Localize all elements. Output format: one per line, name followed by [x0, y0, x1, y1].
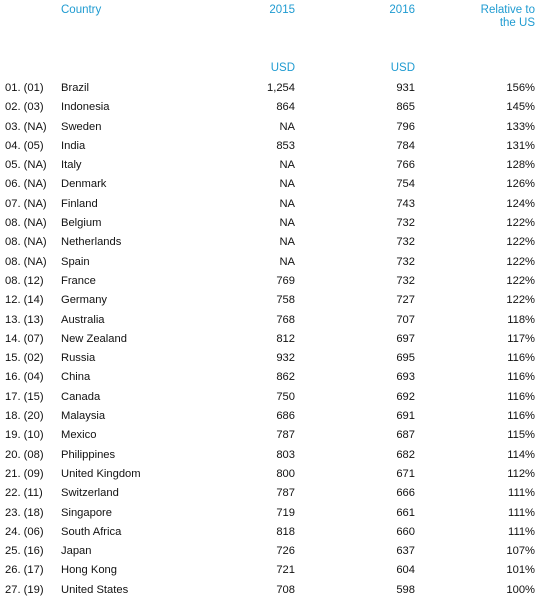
- rank-cell: 03. (NA): [5, 120, 47, 133]
- country-cell: Malaysia: [61, 410, 106, 423]
- value-2016-cell: 637: [396, 545, 415, 558]
- value-2015-cell: 750: [276, 390, 295, 403]
- country-cell: Russia: [61, 352, 96, 365]
- table-row: [0, 504, 550, 523]
- value-2016-cell: 754: [396, 178, 415, 191]
- header-2015: 2015: [269, 4, 295, 16]
- value-2016-cell: 732: [396, 255, 415, 268]
- value-2016-cell: 682: [396, 448, 415, 461]
- value-2016-cell: 931: [396, 82, 415, 94]
- country-cell: China: [61, 371, 91, 384]
- value-2016-cell: 692: [396, 390, 415, 403]
- header-relative-line2: the US: [499, 17, 535, 29]
- header-country: Country: [61, 4, 102, 16]
- country-cell: India: [61, 139, 86, 152]
- table-row: [0, 291, 550, 310]
- table-row: [0, 195, 550, 214]
- header-relative-line1: Relative to: [480, 4, 535, 16]
- value-2015-cell: NA: [279, 255, 295, 268]
- value-2015-cell: 853: [276, 139, 295, 152]
- value-2015-cell: 787: [276, 487, 295, 500]
- table-row: [0, 253, 550, 272]
- table-row: [0, 137, 550, 156]
- rank-cell: 24. (06): [5, 525, 44, 538]
- table-row: [0, 561, 550, 580]
- table-row: [0, 484, 550, 503]
- relative-cell: 116%: [507, 352, 535, 365]
- relative-cell: 115%: [507, 429, 535, 442]
- relative-cell: 124%: [506, 197, 535, 210]
- rank-cell: 23. (18): [5, 506, 44, 519]
- rank-cell: 21. (09): [5, 467, 44, 480]
- relative-cell: 145%: [506, 101, 535, 114]
- rank-cell: 20. (08): [5, 448, 44, 461]
- value-2015-cell: 864: [276, 101, 295, 114]
- value-2015-cell: 803: [276, 448, 295, 461]
- country-cell: Hong Kong: [61, 564, 117, 577]
- value-2015-cell: NA: [279, 236, 295, 249]
- country-cell: Italy: [61, 159, 82, 172]
- value-2016-cell: 766: [396, 159, 415, 172]
- relative-cell: 114%: [507, 448, 535, 461]
- rank-cell: 16. (04): [5, 371, 44, 384]
- relative-cell: 156%: [506, 82, 535, 94]
- country-cell: Finland: [61, 197, 98, 210]
- country-cell: Belgium: [61, 217, 102, 230]
- table-row: [0, 426, 550, 445]
- rank-cell: 25. (16): [5, 545, 44, 558]
- relative-cell: 133%: [506, 120, 535, 133]
- value-2015-cell: 721: [276, 564, 295, 577]
- value-2016-cell: 697: [396, 332, 415, 345]
- value-2015-cell: NA: [279, 159, 295, 172]
- value-2015-cell: 686: [276, 410, 295, 423]
- rank-cell: 17. (15): [5, 390, 44, 403]
- header-relative-to-us: [445, 4, 535, 30]
- relative-cell: 101%: [506, 564, 535, 577]
- relative-cell: 107%: [506, 545, 535, 558]
- rank-cell: 08. (NA): [5, 217, 47, 230]
- country-cell: Denmark: [61, 178, 107, 191]
- country-cell: Sweden: [61, 120, 102, 133]
- country-cell: United States: [61, 583, 129, 596]
- value-2015-cell: NA: [279, 178, 295, 191]
- relative-cell: 126%: [506, 178, 535, 191]
- table-row: [0, 311, 550, 330]
- table-row: [0, 214, 550, 233]
- value-2016-cell: 661: [396, 506, 415, 519]
- table-row: [0, 79, 550, 98]
- rank-cell: 19. (10): [5, 429, 44, 442]
- country-cell: Netherlands: [61, 236, 122, 249]
- value-2016-cell: 604: [396, 564, 415, 577]
- country-cell: Japan: [61, 545, 92, 558]
- value-2016-cell: 598: [396, 583, 415, 596]
- country-cell: Mexico: [61, 429, 97, 442]
- value-2015-cell: 932: [276, 352, 295, 365]
- table-row: [0, 581, 550, 600]
- value-2015-cell: 812: [276, 332, 295, 345]
- relative-cell: 122%: [506, 217, 535, 230]
- relative-cell: 117%: [507, 332, 535, 345]
- relative-cell: 116%: [507, 390, 535, 403]
- table-row: [0, 388, 550, 407]
- value-2015-cell: 726: [276, 545, 295, 558]
- rank-cell: 04. (05): [5, 139, 44, 152]
- table-row: [0, 118, 550, 137]
- value-2016-cell: 671: [396, 467, 415, 480]
- table-row: [0, 542, 550, 561]
- relative-cell: 128%: [506, 159, 535, 172]
- value-2015-cell: NA: [279, 120, 295, 133]
- rank-cell: 27. (19): [5, 583, 44, 596]
- relative-cell: 122%: [506, 255, 535, 268]
- value-2016-cell: 691: [396, 410, 415, 423]
- header-2016: 2016: [389, 4, 415, 16]
- rank-cell: 13. (13): [5, 313, 44, 326]
- relative-cell: 116%: [507, 410, 535, 423]
- country-cell: France: [61, 274, 96, 287]
- country-cell: Philippines: [61, 448, 116, 461]
- rank-cell: 08. (12): [5, 274, 44, 287]
- rank-cell: 22. (11): [5, 487, 43, 500]
- country-cell: Germany: [61, 294, 108, 307]
- table-row: [0, 233, 550, 252]
- value-2015-cell: NA: [279, 197, 295, 210]
- value-2016-cell: 693: [396, 371, 415, 384]
- value-2016-cell: 687: [396, 429, 415, 442]
- value-2016-cell: 695: [396, 352, 415, 365]
- rank-cell: 12. (14): [5, 294, 44, 307]
- table-row: [0, 368, 550, 387]
- table-row: [0, 98, 550, 117]
- value-2016-cell: 732: [396, 236, 415, 249]
- table-row: [0, 523, 550, 542]
- country-cell: South Africa: [61, 525, 122, 538]
- value-2016-cell: 707: [396, 313, 415, 326]
- value-2015-cell: 787: [276, 429, 295, 442]
- rank-cell: 26. (17): [5, 564, 44, 577]
- country-cell: Switzerland: [61, 487, 119, 500]
- country-cell: Australia: [61, 313, 105, 326]
- relative-cell: 122%: [506, 274, 535, 287]
- relative-cell: 111%: [508, 506, 535, 519]
- relative-cell: 122%: [506, 236, 535, 249]
- value-2016-cell: 732: [396, 274, 415, 287]
- rank-cell: 18. (20): [5, 410, 44, 423]
- value-2015-cell: NA: [279, 217, 295, 230]
- country-cell: United Kingdom: [61, 467, 141, 480]
- relative-cell: 118%: [507, 313, 535, 326]
- country-cell: Spain: [61, 255, 90, 268]
- rank-cell: 02. (03): [5, 101, 44, 114]
- relative-cell: 111%: [508, 487, 535, 500]
- unit-2016: USD: [390, 62, 415, 74]
- table-row: [0, 175, 550, 194]
- value-2015-cell: 862: [276, 371, 295, 384]
- value-2015-cell: 1,254: [267, 82, 295, 94]
- value-2015-cell: 708: [276, 583, 295, 596]
- value-2015-cell: 758: [276, 294, 295, 307]
- table-row: [0, 407, 550, 426]
- country-cell: Canada: [61, 390, 101, 403]
- value-2016-cell: 784: [396, 139, 415, 152]
- value-2016-cell: 660: [396, 525, 415, 538]
- country-cell: Singapore: [61, 506, 113, 519]
- ranking-table: [0, 79, 550, 600]
- unit-2015: USD: [270, 62, 295, 74]
- country-cell: Brazil: [61, 82, 89, 94]
- relative-cell: 100%: [506, 583, 535, 596]
- value-2015-cell: 818: [276, 525, 295, 538]
- table-row: [0, 349, 550, 368]
- value-2016-cell: 666: [396, 487, 415, 500]
- rank-cell: 08. (NA): [5, 255, 47, 268]
- value-2015-cell: 768: [276, 313, 295, 326]
- country-cell: New Zealand: [61, 332, 127, 345]
- value-2015-cell: 800: [276, 467, 295, 480]
- relative-cell: 111%: [508, 525, 535, 538]
- value-2015-cell: 719: [276, 506, 295, 519]
- rank-cell: 07. (NA): [5, 197, 47, 210]
- value-2016-cell: 796: [396, 120, 415, 133]
- rank-cell: 05. (NA): [5, 159, 47, 172]
- rank-cell: 15. (02): [5, 352, 44, 365]
- relative-cell: 122%: [506, 294, 535, 307]
- table-row: [0, 465, 550, 484]
- rank-cell: 06. (NA): [5, 178, 47, 191]
- relative-cell: 131%: [506, 139, 535, 152]
- table-row: [0, 272, 550, 291]
- rank-cell: 08. (NA): [5, 236, 47, 249]
- rank-cell: 14. (07): [5, 332, 44, 345]
- relative-cell: 112%: [507, 467, 535, 480]
- value-2016-cell: 732: [396, 217, 415, 230]
- value-2015-cell: 769: [276, 274, 295, 287]
- table-row: [0, 446, 550, 465]
- value-2016-cell: 865: [396, 101, 415, 114]
- table-row: [0, 330, 550, 349]
- value-2016-cell: 727: [396, 294, 415, 307]
- country-cell: Indonesia: [61, 101, 110, 114]
- table-row: [0, 156, 550, 175]
- rank-cell: 01. (01): [5, 82, 44, 94]
- value-2016-cell: 743: [396, 197, 415, 210]
- relative-cell: 116%: [507, 371, 535, 384]
